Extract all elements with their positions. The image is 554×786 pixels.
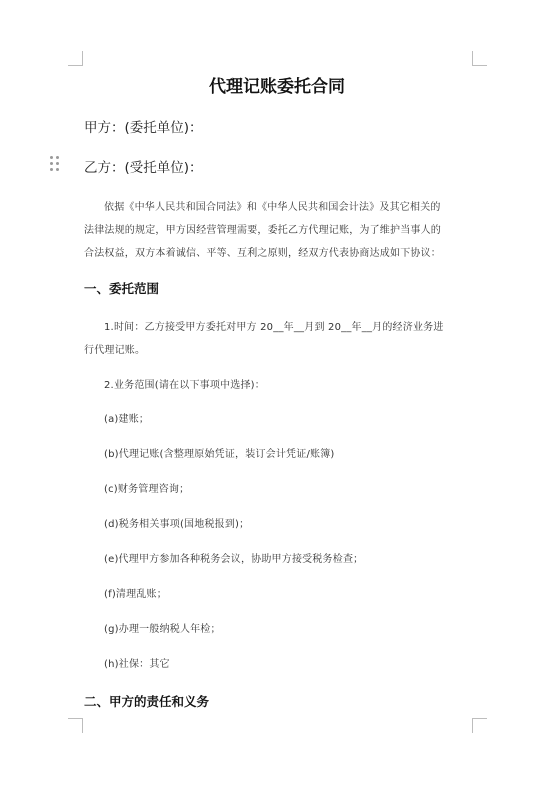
party-b-line: 乙方：(受托单位)： bbox=[84, 160, 203, 176]
page-corner-marker bbox=[68, 718, 83, 733]
page-corner-marker bbox=[472, 718, 487, 733]
scope-item: (h)社保：其它 bbox=[104, 659, 170, 670]
item1-line: 1.时间：乙方接受甲方委托对甲方 20__年__月到 20__年__月的经济业务进 bbox=[104, 322, 444, 333]
scope-item: (c)财务管理咨询； bbox=[104, 484, 190, 495]
scope-item: (b)代理记账(含整理原始凭证，装订会计凭证/账簿) bbox=[104, 449, 335, 460]
item2-line: 2.业务范围(请在以下事项中选择)： bbox=[104, 380, 265, 391]
item1-line: 行代理记账。 bbox=[84, 345, 146, 356]
scope-item: (g)办理一般纳税人年检； bbox=[104, 624, 221, 635]
paragraph-drag-handle-icon[interactable] bbox=[50, 156, 60, 172]
scope-item: (f)清理乱账； bbox=[104, 589, 167, 600]
intro-line: 合法权益，双方本着诚信、平等、互利之原则，经双方代表协商达成如下协议： bbox=[84, 248, 441, 259]
scope-item: (e)代理甲方参加各种税务会议，协助甲方接受税务检查； bbox=[104, 554, 364, 565]
scope-item: (d)税务相关事项(国地税报到)； bbox=[104, 519, 250, 530]
document-title: 代理记账委托合同 bbox=[209, 77, 345, 97]
intro-line: 依据《中华人民共和国合同法》和《中华人民共和国会计法》及其它相关的 bbox=[104, 202, 441, 213]
page-corner-marker bbox=[68, 51, 83, 66]
page-corner-marker bbox=[472, 51, 487, 66]
scope-item: (a)建账； bbox=[104, 414, 150, 425]
party-a-line: 甲方：(委托单位)： bbox=[84, 120, 203, 136]
intro-line: 法律法规的规定，甲方因经营管理需要，委托乙方代理记账，为了维护当事人的 bbox=[84, 225, 441, 236]
section-heading: 一、委托范围 bbox=[84, 281, 160, 296]
section-heading: 二、甲方的责任和义务 bbox=[84, 694, 210, 709]
